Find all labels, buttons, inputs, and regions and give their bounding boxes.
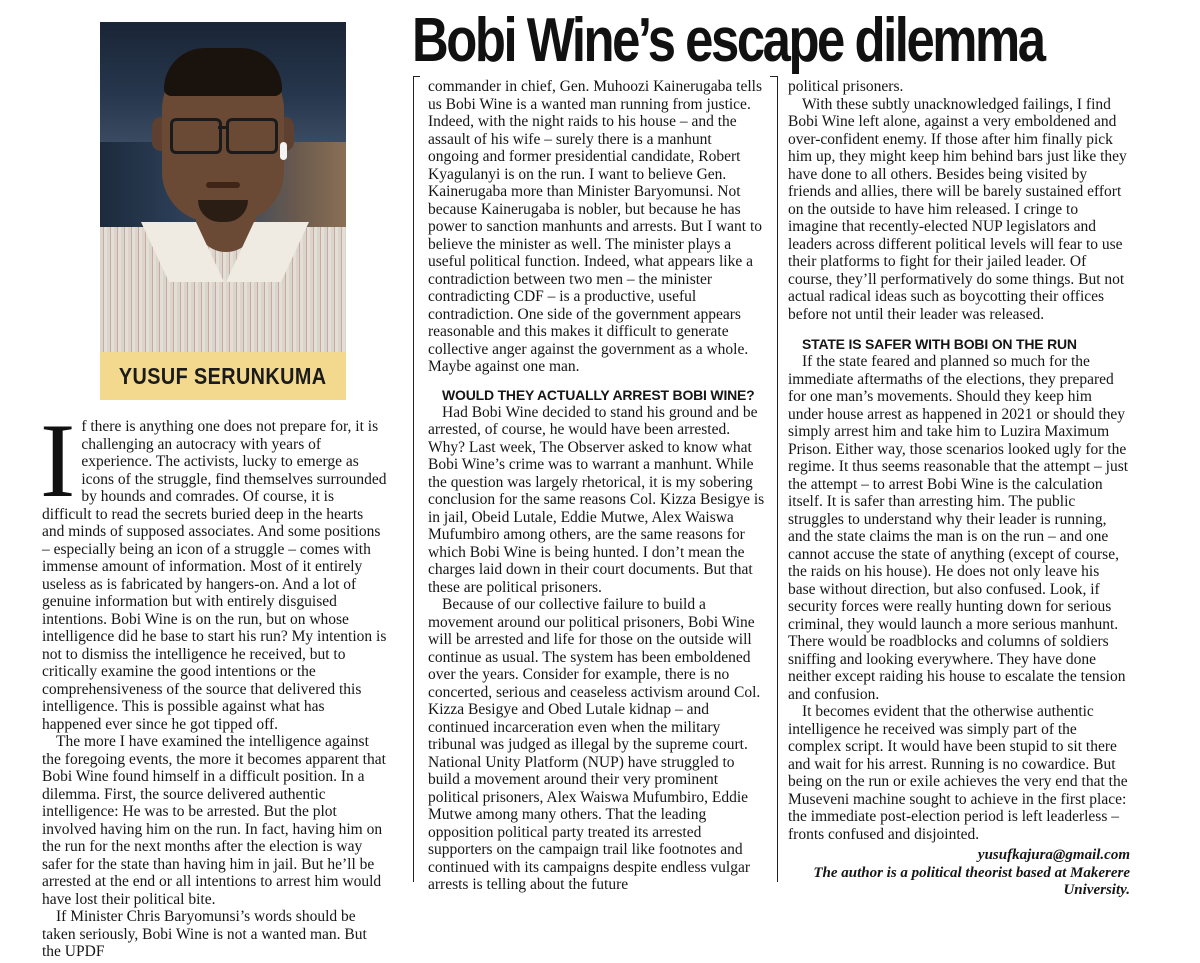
photo-hair bbox=[164, 48, 282, 96]
author-name: YUSUF SERUNKUMA bbox=[119, 362, 327, 389]
paragraph: political prisoners. bbox=[788, 78, 904, 95]
column-2 bbox=[428, 78, 766, 894]
paragraph: If the state feared and planned so much for the immediate aftermaths of the elections, they prepared for one man’s movements. Should they keep him under house arrest as happened in 2021 or should they simply arrest him and take him to Luzira Maximum Prison. Either way, those scenarios looked ugly for the regime. It thus seems reasonable that the attempt – just the attempt – to arrest Bobi Wine is the calculation itself. It is safer than arresting him. The public struggles to understand why their leader is running, and the state claims the man is on the run – and one cannot accuse the state of anything (except of course, the raids on his house). He does not only leave his base without direction, but also confused. Look, if security forces were really hunting down for serious criminal, they would launch a more serious manhunt. There would be roadblocks and columns of soldiers sniffing and looking everywhere. They have done neither except raiding his house to escalate the tension and confusion. bbox=[788, 353, 1129, 703]
author-email: yusufkajura@gmail.com bbox=[977, 847, 1130, 863]
paragraph: If Minister Chris Baryomunsi’s words should be taken seriously, Bobi Wine is not a wanted man. But the UPDF bbox=[42, 908, 367, 960]
paragraph: With these subtly unacknowledged failings, I find Bobi Wine left alone, against a very emboldened and over-confident enemy. If those after him finally pick him up, they might keep him behind bars just like they have done to all others. Besides being visited by friends and allies, there will be barely sustained effort on the outside to have him released. I cringe to imagine that recently-elected NUP legislators and leaders across different political levels will fear to use their platforms to fight for their jailed leader. Of course, they’ll performatively do some things. But not actual radical ideas such as boycotting their offices before not until their leader was released. bbox=[788, 95, 1127, 323]
intro-paragraph bbox=[40, 402, 387, 733]
paragraph: Had Bobi Wine decided to stand his ground and be arrested, of course, he would have been arrested. Why? Last week, The Observer asked to know what Bobi Wine’s crime was to warrant a manhunt. While the question was largely rhetorical, it is my sobering conclusion for the same reasons Col. Kizza Besigye is in jail, Obeid Lutale, Eddie Mutwe, Alex Waiswa Mufumbiro among others, are the same reasons for which Bobi Wine is being hunted. I don’t mean the charges laid down in their court documents. But that these are political prisoners. bbox=[428, 403, 765, 596]
intro-text: f there is anything one does not prepare for, it is challenging an autocracy with years of experience. The activists, lucky to emerge as icons of the struggle, find themselves surrounded by hounds and comrades. Of course, it is difficult to read the secrets buried deep in the hearts and minds of supposed associates. And some positions – especially being an icon of a struggle – comes with immense amount of information. Most of it entirely useless as is fabricated by hangers-on. And a lot of genuine information but with entirely disguised intentions. Bobi Wine is on the run, but on whose intelligence did he base to start his run? My intention is not to dismiss the intelligence he received, but to critically examine the good intentions or the comprehensiveness of the source that delivered this intelligence. This is possible against what has happened ever since he got tipped off. bbox=[42, 418, 387, 733]
column-1 bbox=[40, 402, 387, 961]
author-bio: The author is a political theorist based at Makerere University. bbox=[813, 864, 1130, 898]
header-rule-right bbox=[770, 76, 778, 77]
paragraph: It becomes evident that the otherwise authentic intelligence he received was simply part of the complex script. It would have been stupid to sit there and wait for his arrest. Running is no cowardice. But being on the run or exile achieves the very end that the Museveni machine sought to achieve in the first place: the immediate post-election period is left leaderless – fronts confused and disjointed. bbox=[788, 703, 1128, 843]
subheading: WOULD THEY ACTUALLY ARREST BOBI WINE? bbox=[442, 386, 755, 403]
subheading: STATE IS SAFER WITH BOBI ON THE RUN bbox=[802, 336, 1077, 352]
photo-glasses-bridge bbox=[218, 126, 228, 129]
earbud-icon bbox=[280, 142, 287, 160]
author-name-bar bbox=[100, 352, 346, 400]
column-divider-left bbox=[413, 76, 414, 882]
photo-mouth bbox=[206, 182, 240, 188]
paragraph: commander in chief, Gen. Muhoozi Kainerugaba tells us Bobi Wine is a wanted man running from justice. Indeed, with the night raids to his house – and the assault of his wife – surely there is a manhunt ongoing and former presidential candidate, Robert Kyagulanyi is on the run. I want to believe Gen. Kainerugaba more than Minister Baryomunsi. Not because Kainerugaba is nobler, but because he has power to sanction manhunts and arrests. But I want to believe the minister as well. The minister plays a useful political function. Indeed, what appears like a contradiction between two men – the minister contradicting CDF – is a productive, useful contradiction. One side of the government appears reasonable and this makes it difficult to generate collective anger against the government as a whole. Maybe against one man. bbox=[428, 78, 763, 375]
headline: Bobi Wine’s escape dilemma bbox=[412, 6, 1044, 75]
photo-glasses-right bbox=[226, 118, 278, 154]
author-photo bbox=[100, 22, 346, 400]
paragraph: Because of our collective failure to build a movement around our political prisoners, Bobi Wine will be arrested and life for those on the outside will continue as usual. The system has been emboldened over the years. Consider for example, there is no concerted, serious and ceaseless activism around Col. Kizza Besigye and Obed Lutale kidnap – and continued incarceration even when the military tribunal was judged as illegal by the supreme court. National Unity Platform (NUP) have struggled to build a movement around their very prominent political prisoners, Alex Waiswa Mufumbiro, Eddie Mutwe among many others. That the leading opposition political party treated its arrested supporters on the campaign trail like footnotes and continued with its campaigns despite endless vulgar arrests is telling about the future bbox=[428, 596, 761, 893]
paragraph: The more I have examined the intelligence against the foregoing events, the more it becomes apparent that Bobi Wine found himself in a difficult position. In a dilemma. First, the source delivered authentic intelligence: He was to be arrested. But the plot involved having him on the run. In fact, having him on the run for the next months after the election is way safer for the state than having him in jail. But he’ll be arrested at the end or all intentions to arrest him would have lost their political bite. bbox=[42, 733, 386, 908]
column-3 bbox=[788, 78, 1130, 900]
column-divider-right bbox=[777, 76, 778, 882]
drop-cap: I bbox=[40, 402, 76, 519]
photo-glasses-left bbox=[170, 118, 222, 154]
header-rule-left bbox=[413, 76, 420, 77]
